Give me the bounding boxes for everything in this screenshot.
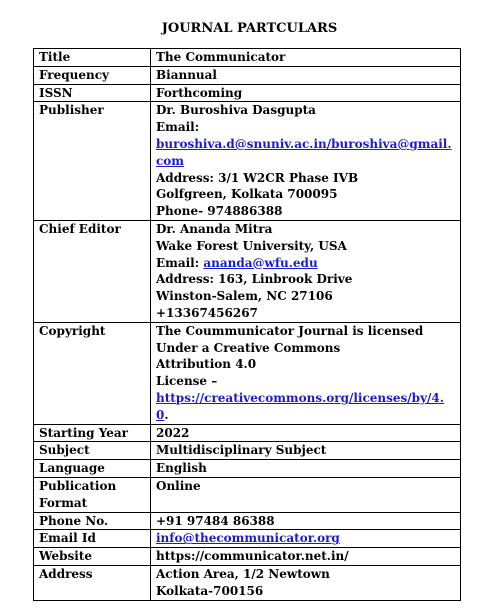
copyright-text-line: Under a Creative Commons bbox=[156, 340, 341, 355]
table-row-issn bbox=[34, 84, 461, 102]
publisher-phone: Phone- 974886388 bbox=[156, 204, 283, 219]
publisher-email-link[interactable]: buroshiva.d@snuniv.ac.in/buroshiva@gmail.com bbox=[156, 136, 452, 168]
table-row-chief-editor bbox=[34, 220, 461, 322]
row-value bbox=[151, 565, 461, 600]
license-link-suffix: . bbox=[164, 407, 169, 422]
contact-email-link[interactable]: info@thecommunicator.org bbox=[156, 531, 340, 546]
email-label: Email: bbox=[156, 255, 200, 270]
row-label: Subject bbox=[34, 442, 151, 460]
copyright-text-line: License – bbox=[156, 374, 218, 389]
row-value: English bbox=[151, 460, 461, 478]
address-line: Kolkata-700156 bbox=[156, 583, 264, 598]
row-value: 2022 bbox=[151, 424, 461, 442]
address-line: Action Area, 1/2 Newtown bbox=[156, 566, 330, 581]
row-value: https://communicator.net.in/ bbox=[151, 548, 461, 566]
copyright-text-line: The Coummunicator Journal is licensed bbox=[156, 323, 424, 338]
publisher-address-line: Address: 3/1 W2CR Phase IVB bbox=[156, 170, 359, 185]
table-row-publication-format bbox=[34, 477, 461, 512]
copyright-text-line: Attribution 4.0 bbox=[156, 357, 257, 372]
row-label: Publication Format bbox=[34, 477, 151, 512]
table-row-starting-year bbox=[34, 424, 461, 442]
row-label: Copyright bbox=[34, 322, 151, 424]
row-value: Online bbox=[151, 477, 461, 512]
editor-address-line: Address: 163, Linbrook Drive bbox=[156, 272, 353, 287]
row-value: +91 97484 86388 bbox=[151, 512, 461, 530]
row-value bbox=[151, 530, 461, 548]
table-row-copyright bbox=[34, 322, 461, 424]
row-value bbox=[151, 220, 461, 322]
table-row-phone bbox=[34, 512, 461, 530]
table-row-subject bbox=[34, 442, 461, 460]
row-value: The Communicator bbox=[151, 49, 461, 67]
editor-phone: +13367456267 bbox=[156, 305, 258, 320]
table-row-email-id bbox=[34, 530, 461, 548]
editor-affiliation: Wake Forest University, USA bbox=[156, 238, 347, 253]
editor-name: Dr. Ananda Mitra bbox=[156, 221, 273, 236]
row-label: Starting Year bbox=[34, 424, 151, 442]
row-label: Language bbox=[34, 460, 151, 478]
row-label: Frequency bbox=[34, 66, 151, 84]
editor-email-line bbox=[156, 255, 455, 272]
row-value: Forthcoming bbox=[151, 84, 461, 102]
table-row-language bbox=[34, 460, 461, 478]
row-label: Email Id bbox=[34, 530, 151, 548]
journal-details-table bbox=[33, 48, 461, 601]
row-value bbox=[151, 322, 461, 424]
table-row-frequency bbox=[34, 66, 461, 84]
row-value: Biannual bbox=[151, 66, 461, 84]
publisher-name: Dr. Buroshiva Dasgupta bbox=[156, 103, 316, 118]
table-row-address bbox=[34, 565, 461, 600]
publisher-address-line: Golfgreen, Kolkata 700095 bbox=[156, 187, 338, 202]
row-value bbox=[151, 102, 461, 221]
table-row-title bbox=[34, 49, 461, 67]
table-row-publisher bbox=[34, 102, 461, 221]
row-label: Chief Editor bbox=[34, 220, 151, 322]
row-label: Title bbox=[34, 49, 151, 67]
email-label: Email: bbox=[156, 120, 200, 135]
page-title: JOURNAL PARTCULARS bbox=[161, 21, 338, 36]
row-value: Multidisciplinary Subject bbox=[151, 442, 461, 460]
license-link-line bbox=[156, 390, 455, 424]
row-label: Address bbox=[34, 565, 151, 600]
row-label: Phone No. bbox=[34, 512, 151, 530]
row-label: Website bbox=[34, 548, 151, 566]
editor-email-link[interactable]: ananda@wfu.edu bbox=[203, 255, 318, 270]
row-label: Publisher bbox=[34, 102, 151, 221]
editor-address-line: Winston-Salem, NC 27106 bbox=[156, 289, 333, 304]
license-link[interactable]: https://creativecommons.org/licenses/by/4.0 bbox=[156, 390, 444, 422]
table-row-website bbox=[34, 548, 461, 566]
row-label: ISSN bbox=[34, 84, 151, 102]
